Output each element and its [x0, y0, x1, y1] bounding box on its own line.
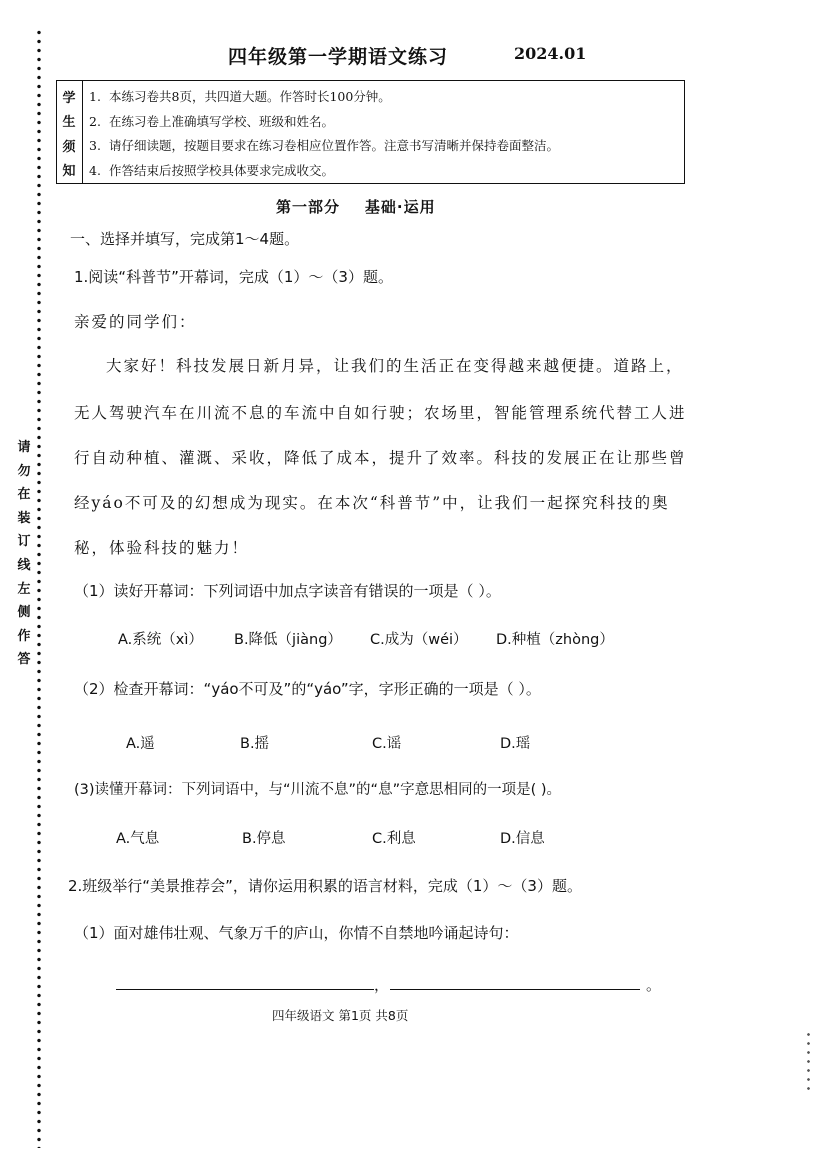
answer-option-a[interactable]: A.遥: [126, 736, 155, 752]
question-2-1-stem: （1）面对雄伟壮观、气象万千的庐山，你情不自禁地吟诵起诗句：: [74, 924, 519, 942]
answer-blank-2[interactable]: [390, 989, 640, 990]
notice-item-number: 4.: [89, 162, 101, 178]
question-1-1-stem: （1）读好开幕词：下列词语中加点字读音有错误的一项是（ ）。: [74, 582, 501, 600]
section-heading: 一、选择并填写，完成第1～4题。: [70, 230, 300, 248]
passage-line: 无人驾驶汽车在川流不息的车流中自如行驶；农场里，智能管理系统代替工人进: [74, 404, 687, 422]
answer-blank-1[interactable]: [116, 989, 374, 990]
notice-item: [89, 85, 680, 110]
question-2-intro: 2.班级举行“美景推荐会”，请你运用积累的语言材料，完成（1）～（3）题。: [68, 877, 582, 895]
answer-option-c[interactable]: C.成为（wéi）: [370, 632, 468, 648]
notice-item-number: 2.: [89, 113, 101, 129]
notice-item-text: 在练习卷上准确填写学校、班级和姓名。: [109, 113, 335, 129]
binding-warning-vertical: 请勿在装订线左侧作答: [17, 440, 31, 668]
part-title: 第一部分 基础·运用: [276, 198, 436, 216]
passage-line: 行自动种植、灌溉、采收，降低了成本，提升了效率。科技的发展正在让那些曾: [74, 449, 687, 467]
notice-label-char: 须: [62, 140, 76, 155]
answer-option-b[interactable]: B.降低（jiàng）: [234, 632, 342, 648]
question-1-3-stem: (3)读懂开幕词：下列词语中，与“川流不息”的“息”字意思相同的一项是( )。: [74, 782, 562, 798]
answer-option-d[interactable]: D.瑶: [500, 736, 531, 752]
notice-label-char: 生: [62, 115, 76, 130]
binding-dotted-line: [36, 28, 42, 1148]
passage-line: 大家好！科技发展日新月异，让我们的生活正在变得越来越便捷。道路上，: [106, 357, 684, 375]
notice-label-char: 学: [62, 91, 76, 106]
exam-date: 2024.01: [514, 44, 587, 63]
student-notice-box: [56, 80, 685, 184]
answer-option-b[interactable]: B.停息: [242, 831, 286, 847]
notice-item-text: 本练习卷共8页，共四道大题。作答时长100分钟。: [109, 89, 391, 104]
page-footer: 四年级语文 第1页 共8页: [272, 1008, 409, 1023]
notice-item-text: 作答结束后按照学校具体要求完成收交。: [109, 162, 335, 178]
passage-greeting: 亲爱的同学们：: [74, 313, 197, 331]
notice-item-text: 请仔细读题，按题目要求在练习卷相应位置作答。注意书写清晰并保持卷面整洁。: [109, 138, 560, 153]
passage-line: 经yáo不可及的幻想成为现实。在本次“科普节”中，让我们一起探究科技的奥: [74, 494, 670, 512]
answer-option-a[interactable]: A.系统（xì）: [118, 632, 203, 648]
answer-option-d[interactable]: D.信息: [500, 831, 545, 847]
notice-item-number: 3.: [89, 138, 101, 153]
blank-end-mark: 。: [646, 976, 662, 994]
notice-item: [89, 159, 680, 184]
page-title: 四年级第一学期语文练习: [228, 46, 449, 68]
answer-option-a[interactable]: A.气息: [116, 831, 160, 847]
answer-option-b[interactable]: B.摇: [240, 736, 270, 752]
notice-item: [89, 134, 680, 159]
question-1-2-stem: （2）检查开幕词：“yáo不可及”的“yáo”字，字形正确的一项是（ ）。: [74, 680, 541, 698]
passage-line: 秘，体验科技的魅力！: [74, 539, 250, 557]
answer-option-c[interactable]: C.谣: [372, 736, 402, 752]
answer-option-d[interactable]: D.种植（zhòng）: [496, 632, 614, 648]
blank-separator: ，: [374, 976, 390, 994]
notice-item: [89, 110, 680, 135]
notice-list: [89, 85, 680, 183]
notice-item-number: 1.: [89, 89, 101, 104]
right-edge-dots: [806, 1030, 811, 1090]
notice-label-char: 知: [62, 164, 76, 179]
question-1-intro: 1.阅读“科普节”开幕词，完成（1）～（3）题。: [74, 268, 393, 286]
answer-option-c[interactable]: C.利息: [372, 831, 416, 847]
notice-label-column: [57, 81, 83, 183]
